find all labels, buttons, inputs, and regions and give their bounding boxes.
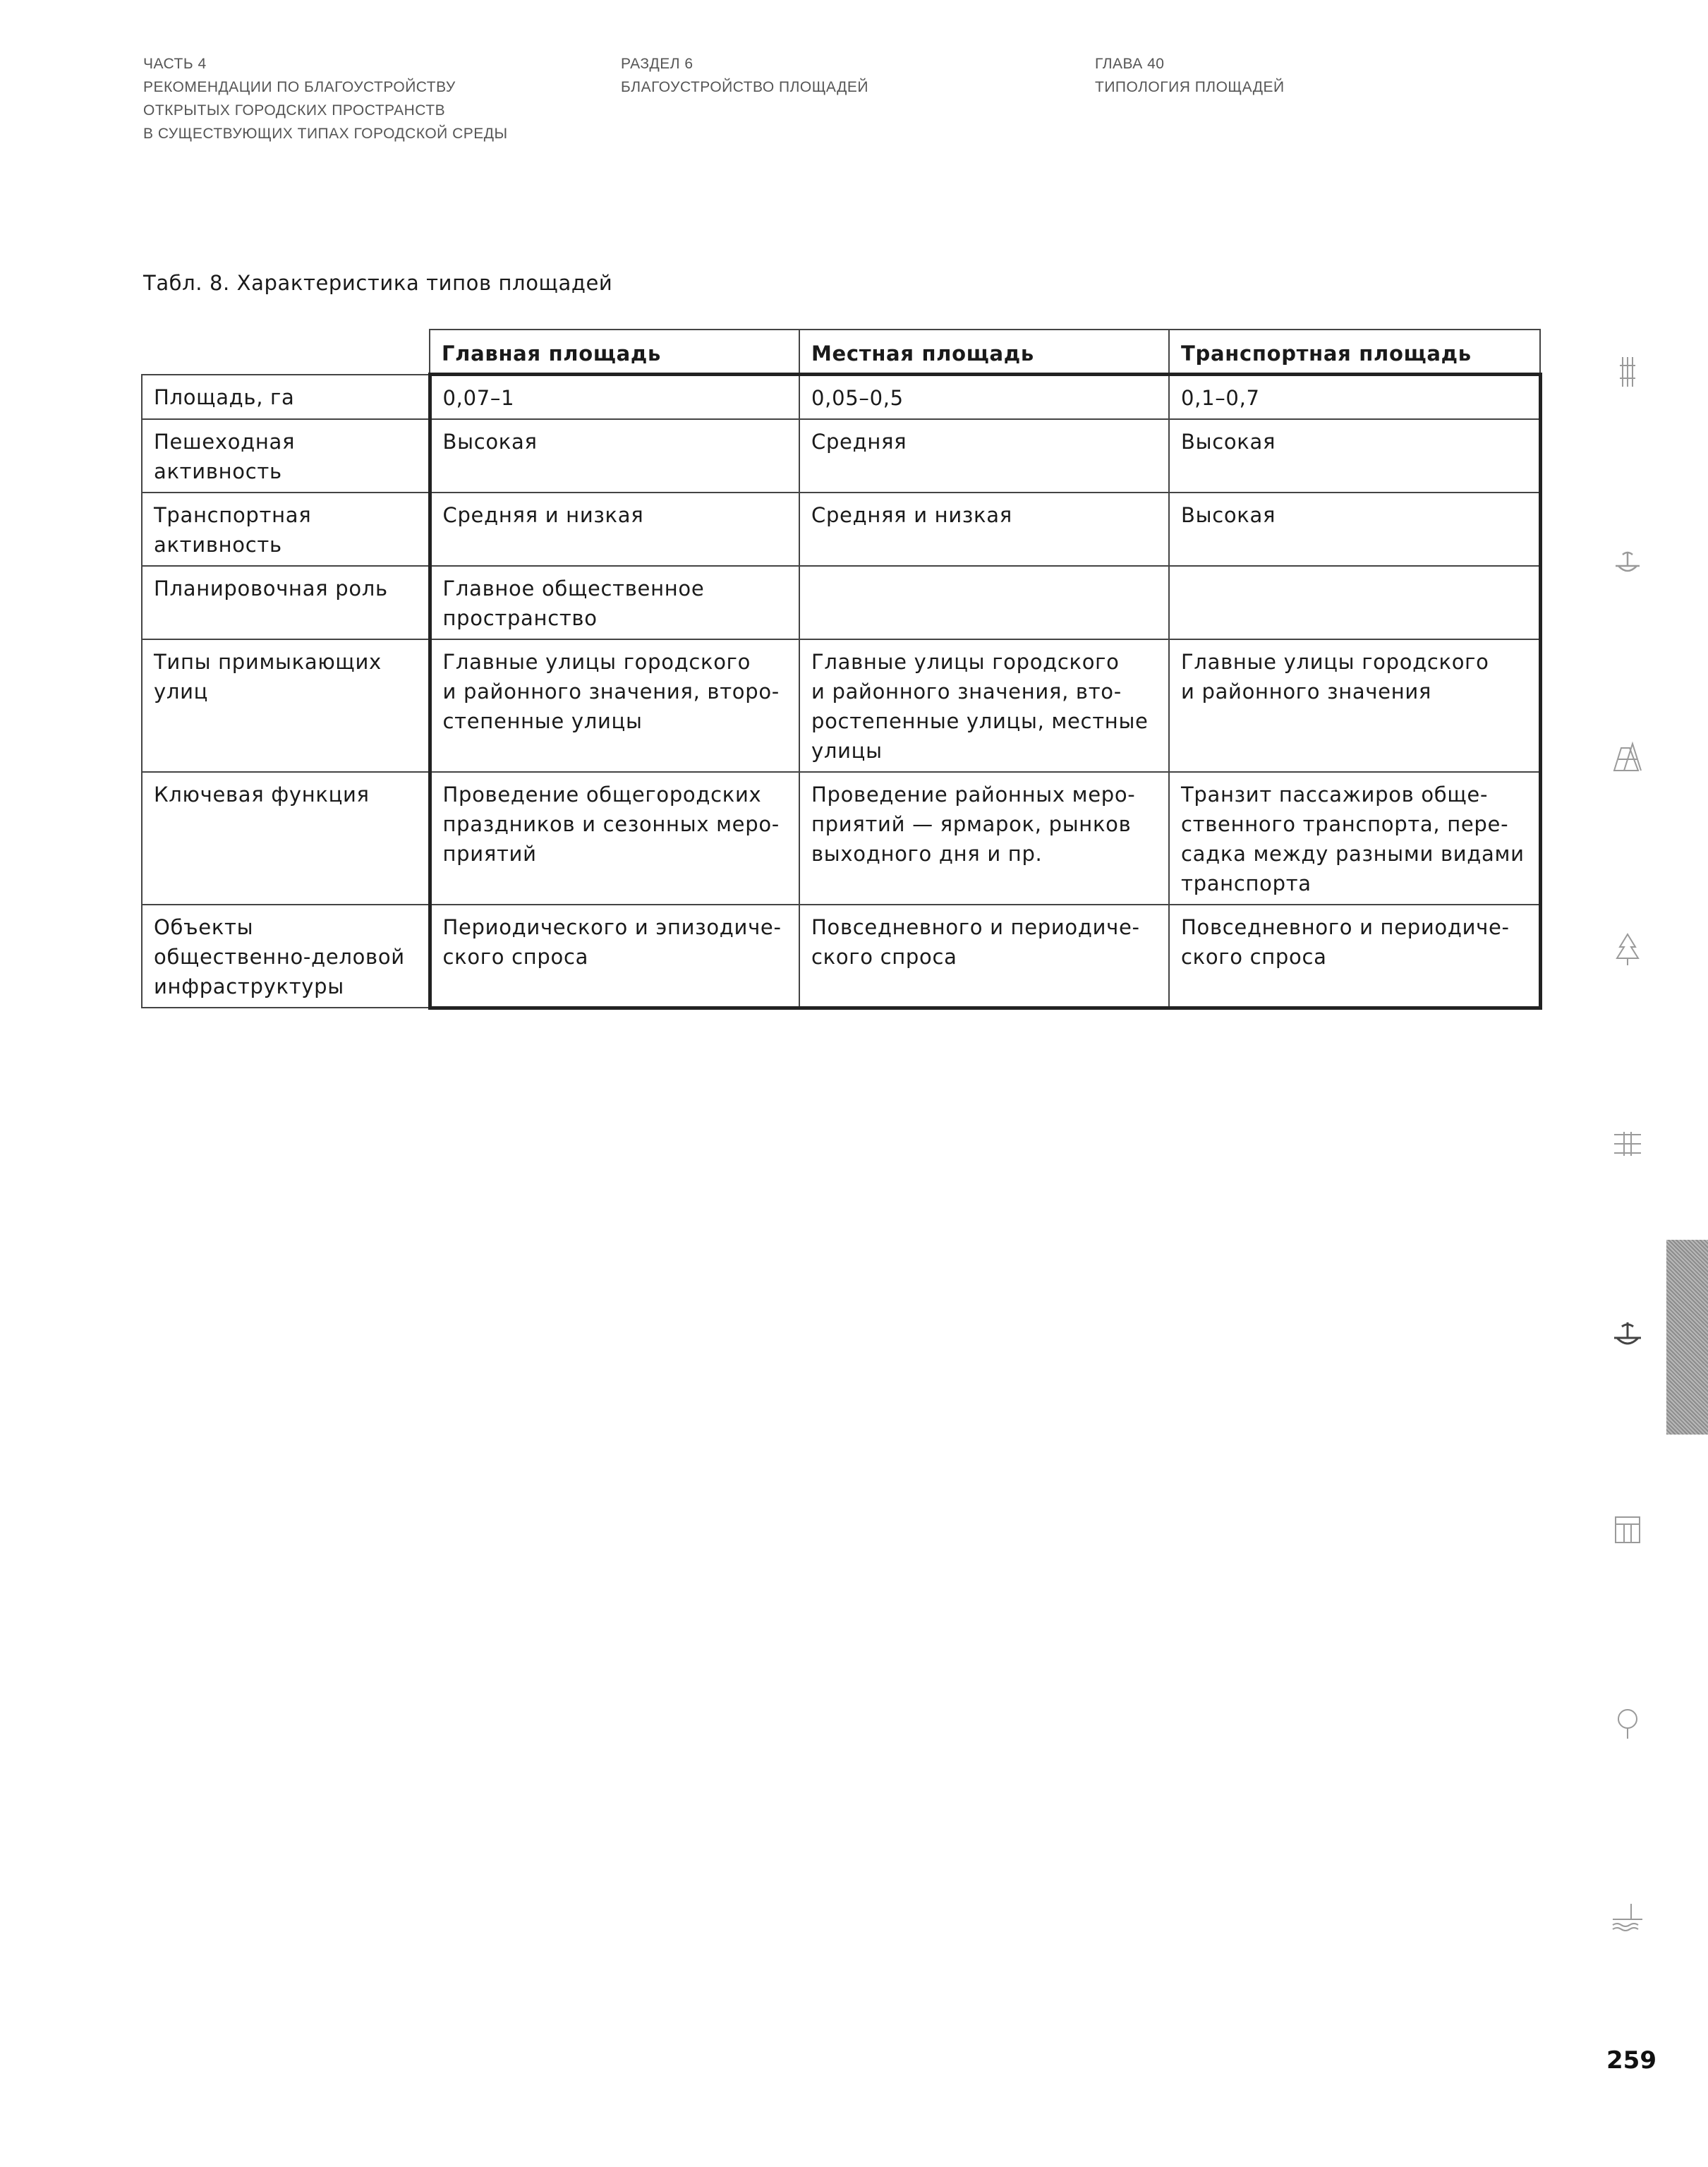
row-label [142, 905, 430, 1008]
table-cell-text: Главные улицы городского и районного значения [1181, 650, 1489, 704]
row-label-text: Объекты общественно-деловой инфраструктуры [154, 915, 405, 998]
header-section [621, 52, 868, 99]
table-cell-text: Главные улицы городского и районного значения, вто- ростепенные улицы, местные улицы [811, 650, 1149, 763]
table-cell [430, 419, 799, 493]
header-chapter-line: ТИПОЛОГИЯ ПЛОЩАДЕЙ [1095, 79, 1285, 95]
header-chapter-line: ГЛАВА 40 [1095, 56, 1165, 72]
table-cell [799, 566, 1169, 639]
table-cell-text: Главное общественное пространство [442, 577, 705, 630]
table-cell [1169, 639, 1540, 772]
table-cell [430, 905, 799, 1008]
facade-icon[interactable] [1609, 1510, 1647, 1548]
row-label-text: Пешеходная активность [154, 430, 296, 483]
fountain-icon[interactable] [1609, 545, 1647, 583]
table-cell [1169, 493, 1540, 566]
typology-table [141, 329, 1542, 1010]
table-cell [430, 772, 799, 905]
table-cell [1169, 566, 1540, 639]
table-cell [430, 375, 799, 420]
table-cell [1169, 772, 1540, 905]
column-header: Транспортная площадь [1169, 330, 1540, 375]
table-cell [799, 493, 1169, 566]
table-cell [430, 639, 799, 772]
table-cell [799, 639, 1169, 772]
table-cell [799, 772, 1169, 905]
column-header: Главная площадь [430, 330, 799, 375]
table-row [142, 566, 1540, 639]
table-cell-text: Высокая [1181, 430, 1276, 454]
table-cell [799, 905, 1169, 1008]
table-cell-text: 0,1–0,7 [1181, 386, 1260, 410]
table-cell-text: Главные улицы городского и районного значения, второ- степенные улицы [442, 650, 780, 733]
row-label [142, 772, 430, 905]
table-cell-text: Средняя и низкая [811, 503, 1012, 527]
table-cell-text: Средняя и низкая [442, 503, 644, 527]
table-corner [142, 330, 430, 375]
table-cell-text: Проведение общегородских праздников и сезонных меро- приятий [442, 783, 780, 866]
table-cell-text: Транзит пассажиров обще- ственного транспорта, пере- садка между разными видами транспорта [1181, 783, 1525, 895]
row-label-text: Типы примыкающих улиц [154, 650, 382, 704]
table-cell [1169, 375, 1540, 420]
row-label [142, 375, 430, 420]
row-label-text: Планировочная роль [154, 577, 388, 600]
header-part-line: ЧАСТЬ 4 [143, 56, 207, 72]
table-body [142, 375, 1540, 1008]
row-label-text: Ключевая функция [154, 783, 370, 807]
tree-icon[interactable] [1609, 930, 1647, 968]
row-label [142, 566, 430, 639]
table-caption: Табл. 8. Характеристика типов площадей [143, 271, 613, 295]
header-part [143, 52, 508, 145]
lines-icon[interactable] [1609, 1125, 1647, 1163]
table-cell-text: 0,07–1 [442, 386, 515, 410]
row-label-text: Площадь, га [154, 385, 295, 409]
square-fountain-icon[interactable] [1609, 1317, 1647, 1355]
column-header: Местная площадь [799, 330, 1169, 375]
table-row [142, 772, 1540, 905]
header-part-line: РЕКОМЕНДАЦИИ ПО БЛАГОУСТРОЙСТВУ [143, 79, 456, 95]
table-cell-text: Повседневного и периодиче- ского спроса [1181, 915, 1510, 969]
table-row [142, 419, 1540, 493]
tree-round-icon[interactable] [1609, 1703, 1647, 1742]
table-header-row [142, 330, 1540, 375]
table-cell-text: Повседневного и периодиче- ского спроса [811, 915, 1140, 969]
table-row [142, 493, 1540, 566]
active-section-tab[interactable] [1666, 1240, 1708, 1435]
table-cell-text: Высокая [442, 430, 538, 454]
waterfront-icon[interactable] [1609, 1897, 1647, 1935]
row-label [142, 639, 430, 772]
table-cell [1169, 419, 1540, 493]
header-chapter [1095, 52, 1285, 99]
header-section-line: РАЗДЕЛ 6 [621, 56, 694, 72]
table-cell-text: Средняя [811, 430, 907, 454]
table-cell-text: Высокая [1181, 503, 1276, 527]
table-cell [799, 419, 1169, 493]
table-cell-text: Периодического и эпизодиче- ского спроса [442, 915, 782, 969]
table-cell [430, 493, 799, 566]
table-cell-text: Проведение районных меро- приятий — ярмарок, рынков выходного дня и пр. [811, 783, 1136, 866]
table-cell [799, 375, 1169, 420]
row-label-text: Транспортная активность [154, 503, 312, 557]
table-cell [430, 566, 799, 639]
bars-icon[interactable] [1609, 353, 1647, 391]
buildings-icon[interactable] [1609, 738, 1647, 776]
header-part-line: ОТКРЫТЫХ ГОРОДСКИХ ПРОСТРАНСТВ [143, 102, 446, 119]
page-number: 259 [1606, 2046, 1656, 2075]
header-part-line: В СУЩЕСТВУЮЩИХ ТИПАХ ГОРОДСКОЙ СРЕДЫ [143, 126, 508, 142]
table-cell [1169, 905, 1540, 1008]
table-row [142, 639, 1540, 772]
row-label [142, 419, 430, 493]
row-label [142, 493, 430, 566]
header-section-line: БЛАГОУСТРОЙСТВО ПЛОЩАДЕЙ [621, 79, 868, 95]
table-row [142, 375, 1540, 420]
table-cell-text: 0,05–0,5 [811, 386, 904, 410]
table-row [142, 905, 1540, 1008]
